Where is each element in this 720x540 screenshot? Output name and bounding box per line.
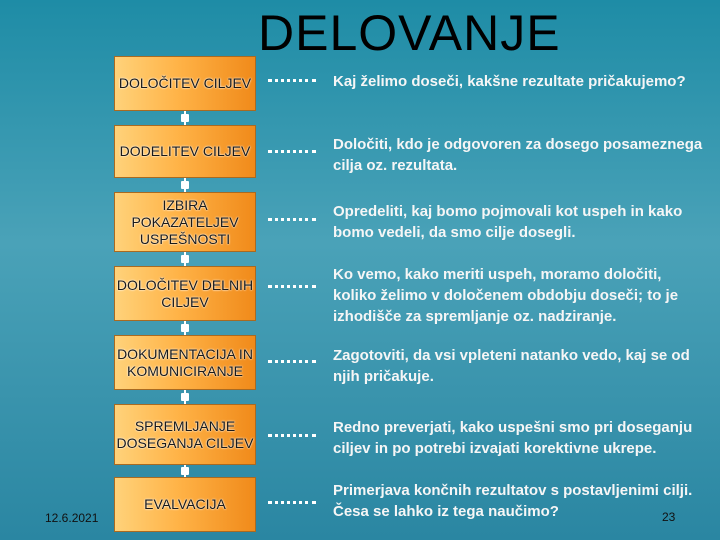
step-box-dolocitev-ciljev — [114, 56, 256, 111]
dotted-connector — [268, 360, 316, 363]
dotted-connector — [268, 150, 316, 153]
slide-number: 23 — [662, 510, 676, 524]
step-box-dolocitev-delnih-ciljev — [114, 266, 256, 321]
connector-node — [181, 255, 189, 263]
step-description: Zagotoviti, da vsi vpleteni natanko vedo, kaj se od njih pričakuje. — [333, 347, 690, 385]
page-title: DELOVANJE — [258, 5, 561, 61]
connector-node — [181, 181, 189, 189]
dotted-connector — [268, 501, 316, 504]
step-label: DOLOČITEV DELNIH CILJEV — [116, 276, 254, 310]
dotted-connector — [268, 285, 316, 288]
step-description: Določiti, kdo je odgovoren za dosego posameznega cilja oz. rezultata. — [333, 136, 703, 174]
connector-node — [181, 467, 189, 475]
connector-node — [181, 393, 189, 401]
step-description: Primerjava končnih rezultatov s postavljenimi cilji. Česa se lahko iz tega naučimo? — [333, 482, 693, 520]
step-description: Kaj želimo doseči, kakšne rezultate pričakujemo? — [333, 73, 686, 90]
step-description: Redno preverjati, kako uspešni smo pri doseganju ciljev in po potrebi izvajati korektivne ukrepe. — [333, 419, 693, 457]
step-description: Opredeliti, kaj bomo pojmovali kot uspeh in kako bomo vedeli, da smo cilje dosegli. — [333, 203, 683, 241]
dotted-connector — [268, 79, 316, 82]
step-label: EVALVACIJA — [144, 496, 226, 512]
step-label: IZBIRA POKAZATELJEV USPEŠNOSTI — [131, 196, 239, 247]
step-box-spremljanje — [114, 404, 256, 465]
step-box-evalvacija — [114, 477, 256, 532]
footer-date: 12.6.2021 — [45, 511, 99, 525]
step-box-izbira-pokazateljev — [114, 192, 256, 252]
connector-node — [181, 114, 189, 122]
step-label: DODELITEV CILJEV — [119, 143, 251, 159]
dotted-connector — [268, 434, 316, 437]
step-box-dodelitev-ciljev — [114, 125, 256, 178]
step-label: DOKUMENTACIJA IN KOMUNICIRANJE — [117, 345, 253, 379]
step-label: SPREMLJANJE DOSEGANJA CILJEV — [116, 417, 254, 451]
connector-node — [181, 324, 189, 332]
step-box-dokumentacija — [114, 335, 256, 390]
dotted-connector — [268, 218, 316, 221]
step-description: Ko vemo, kako meriti uspeh, moramo določiti, koliko želimo v določenem obdobju doseči; to je izhodišče za spremljanje oz. nadziranje. — [333, 266, 679, 325]
step-label: DOLOČITEV CILJEV — [118, 75, 252, 91]
